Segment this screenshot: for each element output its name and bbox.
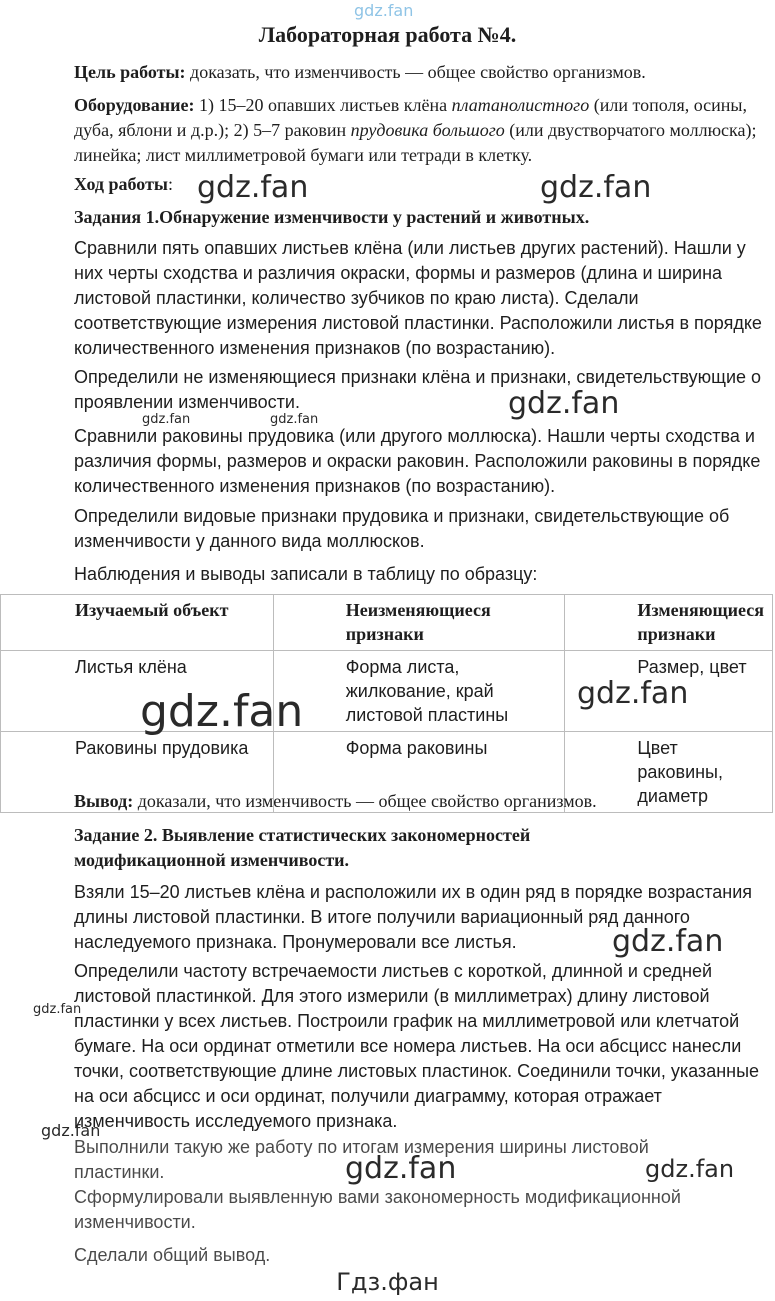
page-title: Лабораторная работа №4. (258, 22, 517, 47)
goal-text: доказать, что изменчивость — общее свойство организмов. (185, 62, 646, 82)
task2-paragraph-2: Определили частоту встречаемости листьев с короткой, длинной и средней листовой пластинкой. Для этого измерили (в миллиметрах) длину листовой пластинки у всех листьев. Построили график на миллиметровой или клетчатой бумаге. На оси ординат отметили все номера листьев. На оси абсцисс нанесли точки, соответствующие длине листовых пластинок. Соединили точки, указанные на оси абсцисс и оси ординат, получили диаграмму, которая отражает изменчивость исследуемого признака. (74, 961, 760, 1131)
equipment-text-1: 1) 15–20 опавших листьев клёна (194, 95, 452, 115)
task1-paragraph-4: Определили видовые признаки прудовика и признаки, свидетельствующие об изменчивости у данного вида моллюсков. (74, 506, 730, 551)
table-header-cell: Изучаемый объект (1, 595, 274, 651)
goal-paragraph (74, 60, 769, 85)
task2-paragraph-4: Сформулировали выявленную вами закономерность модификационной изменчивости. (74, 1187, 681, 1232)
table-cell: Форма раковины (273, 732, 565, 813)
watermark: gdz.fan (577, 676, 689, 711)
task2-paragraph-5: Сделали общий вывод. (74, 1245, 271, 1265)
progress-heading (74, 172, 769, 197)
progress-label: Ход работы (74, 174, 168, 194)
conclusion-paragraph (74, 789, 769, 814)
equipment-italic-1: платанолистного (451, 95, 590, 115)
watermark: gdz.fan (540, 170, 652, 205)
watermark: gdz.fan (645, 1155, 735, 1183)
equipment-label: Оборудование: (74, 95, 195, 115)
watermark: gdz.fan (197, 170, 309, 205)
watermark: gdz.fan (345, 1151, 457, 1186)
footer-watermark: Гдз.фан (336, 1268, 439, 1296)
watermark: gdz.fan (41, 1121, 101, 1140)
conclusion-text: доказали, что изменчивость — общее свойство организмов. (133, 791, 597, 811)
equipment-text-3: (или двустворчатого моллюска); линейка; лист миллиметровой бумаги или тетради в клетку. (74, 120, 757, 165)
task1-paragraph-2: Определили не изменяющиеся признаки клёна и признаки, свидетельствующие о проявлении изменчивости. (74, 367, 762, 412)
conclusion-label: Вывод: (74, 791, 134, 811)
equipment-paragraph (74, 93, 769, 168)
table-header-cell: Изменяющиеся признаки (565, 595, 773, 651)
task1-paragraph-3: Сравнили раковины прудовика (или другого моллюска). Нашли черты сходства и различия формы, размеров и окраски раковин. Расположили раковины в порядке количественного изменения признаков (по возрастанию). (74, 426, 761, 496)
watermark: gdz.fan (140, 686, 304, 737)
goal-label: Цель работы: (74, 62, 186, 82)
task2-heading: Задание 2. Выявление статистических закономерностей модификационной изменчивости. (74, 825, 531, 870)
watermark: gdz.fan (33, 1002, 82, 1017)
watermark: gdz.fan (612, 924, 724, 959)
watermark: gdz.fan (270, 412, 319, 427)
task2-paragraph-3: Выполнили такую же работу по итогам измерения ширины листовой пластинки. (74, 1137, 649, 1182)
task1-heading: Задания 1.Обнаружение изменчивости у растений и животных. (74, 207, 590, 227)
task1-paragraph-5: Наблюдения и выводы записали в таблицу по образцу: (74, 564, 538, 584)
table-cell: Цвет раковины, диаметр (565, 732, 773, 813)
progress-colon: : (167, 174, 173, 194)
table-cell: Листья клёна (1, 651, 274, 732)
watermark: gdz.fan (142, 412, 191, 427)
table-header-cell: Неизменяющиеся признаки (273, 595, 565, 651)
table-cell: Раковины прудовика (1, 732, 274, 813)
table-header-row (1, 595, 773, 651)
equipment-text-2: (или тополя, осины, дуба, яблони и д.р.); 2) 5–7 раковин (74, 95, 748, 140)
task1-paragraph-1: Сравнили пять опавших листьев клёна (или листьев других растений). Нашли у них черты сходства и различия окраски, формы и размеров (длина и ширина листовой пластинки, количество зубчиков по краю листа). Сделали соответствующие измерения листовой пластинки. Расположили листья в порядке количественного изменения признаков (по возрастанию). (74, 238, 762, 358)
task2-paragraph-1: Взяли 15–20 листьев клёна и расположили их в один ряд в порядке возрастания длины листовой пластинки. В итоге получили вариационный ряд данного наследуемого признака. Пронумеровали все листья. (74, 882, 753, 952)
watermark-top: gdz.fan (354, 1, 414, 20)
equipment-italic-2: прудовика большого (350, 120, 505, 140)
watermark: gdz.fan (508, 386, 620, 421)
table-cell: Размер, цвет (565, 651, 773, 732)
table-cell: Форма листа, жилкование, край листовой пластины (273, 651, 565, 732)
